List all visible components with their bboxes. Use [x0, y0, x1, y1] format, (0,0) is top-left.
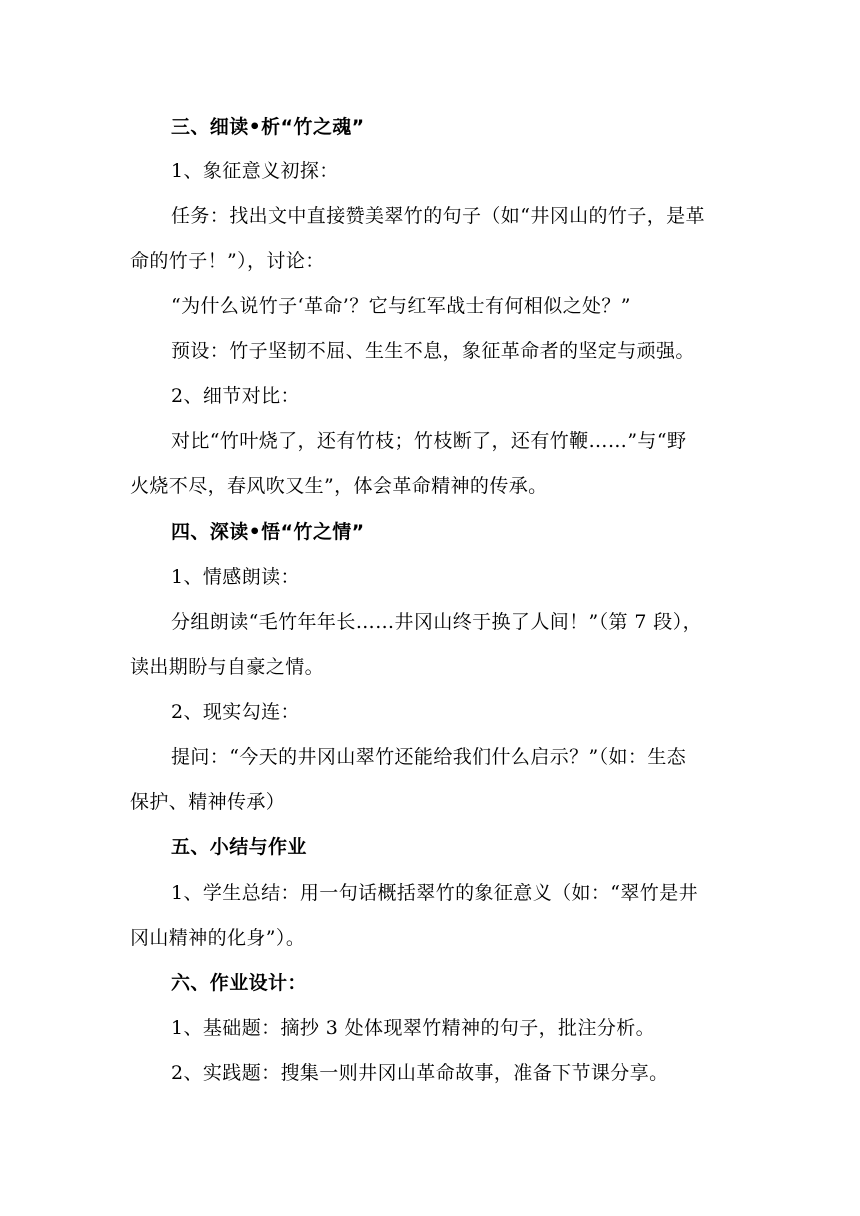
paragraph-preset: 预设：竹子坚韧不屈、生生不息，象征革命者的坚定与顽强。 — [171, 340, 695, 362]
subheading-symbolism: 1、象征意义初探： — [171, 160, 339, 182]
paragraph-task-line-2: 命的竹子！”），讨论： — [130, 250, 325, 272]
paragraph-ask-line-1: 提问：“今天的井冈山翠竹还能给我们什么启示？”（如：生态 — [171, 746, 687, 768]
paragraph-ask-line-2: 保护、精神传承） — [130, 791, 286, 813]
paragraph-summary-line-2: 冈山精神的化身”）。 — [130, 927, 306, 949]
paragraph-reading-line-1: 分组朗读“毛竹年年长……井冈山终于换了人间！”（第 7 段）， — [171, 611, 702, 633]
paragraph-summary-line-1: 1、学生总结：用一句话概括翠竹的象征意义（如：“翠竹是井 — [171, 882, 699, 904]
paragraph-question: “为什么说竹子‘革命’？它与红军战士有何相似之处？” — [171, 295, 631, 317]
homework-item-practice: 2、实践题：搜集一则井冈山革命故事，准备下节课分享。 — [171, 1062, 669, 1084]
subheading-emotional-reading: 1、情感朗读： — [171, 566, 300, 588]
paragraph-reading-line-2: 读出期盼与自豪之情。 — [130, 656, 325, 678]
section-heading-3: 三、细读•析“竹之魂” — [171, 116, 365, 138]
subheading-reality-link: 2、现实勾连： — [171, 701, 300, 723]
paragraph-compare-line-1: 对比“竹叶烧了，还有竹枝；竹枝断了，还有竹鞭……”与“野 — [171, 430, 687, 452]
homework-item-basic: 1、基础题：摘抄 3 处体现翠竹精神的句子，批注分析。 — [171, 1017, 656, 1039]
subheading-detail-compare: 2、细节对比： — [171, 385, 300, 407]
section-heading-5: 五、小结与作业 — [171, 836, 307, 858]
paragraph-compare-line-2: 火烧不尽，春风吹又生”，体会革命精神的传承。 — [130, 475, 548, 497]
section-heading-4: 四、深读•悟“竹之情” — [171, 521, 365, 543]
section-heading-6: 六、作业设计： — [171, 972, 307, 994]
paragraph-task-line-1: 任务：找出文中直接赞美翠竹的句子（如“井冈山的竹子，是革 — [171, 205, 705, 227]
